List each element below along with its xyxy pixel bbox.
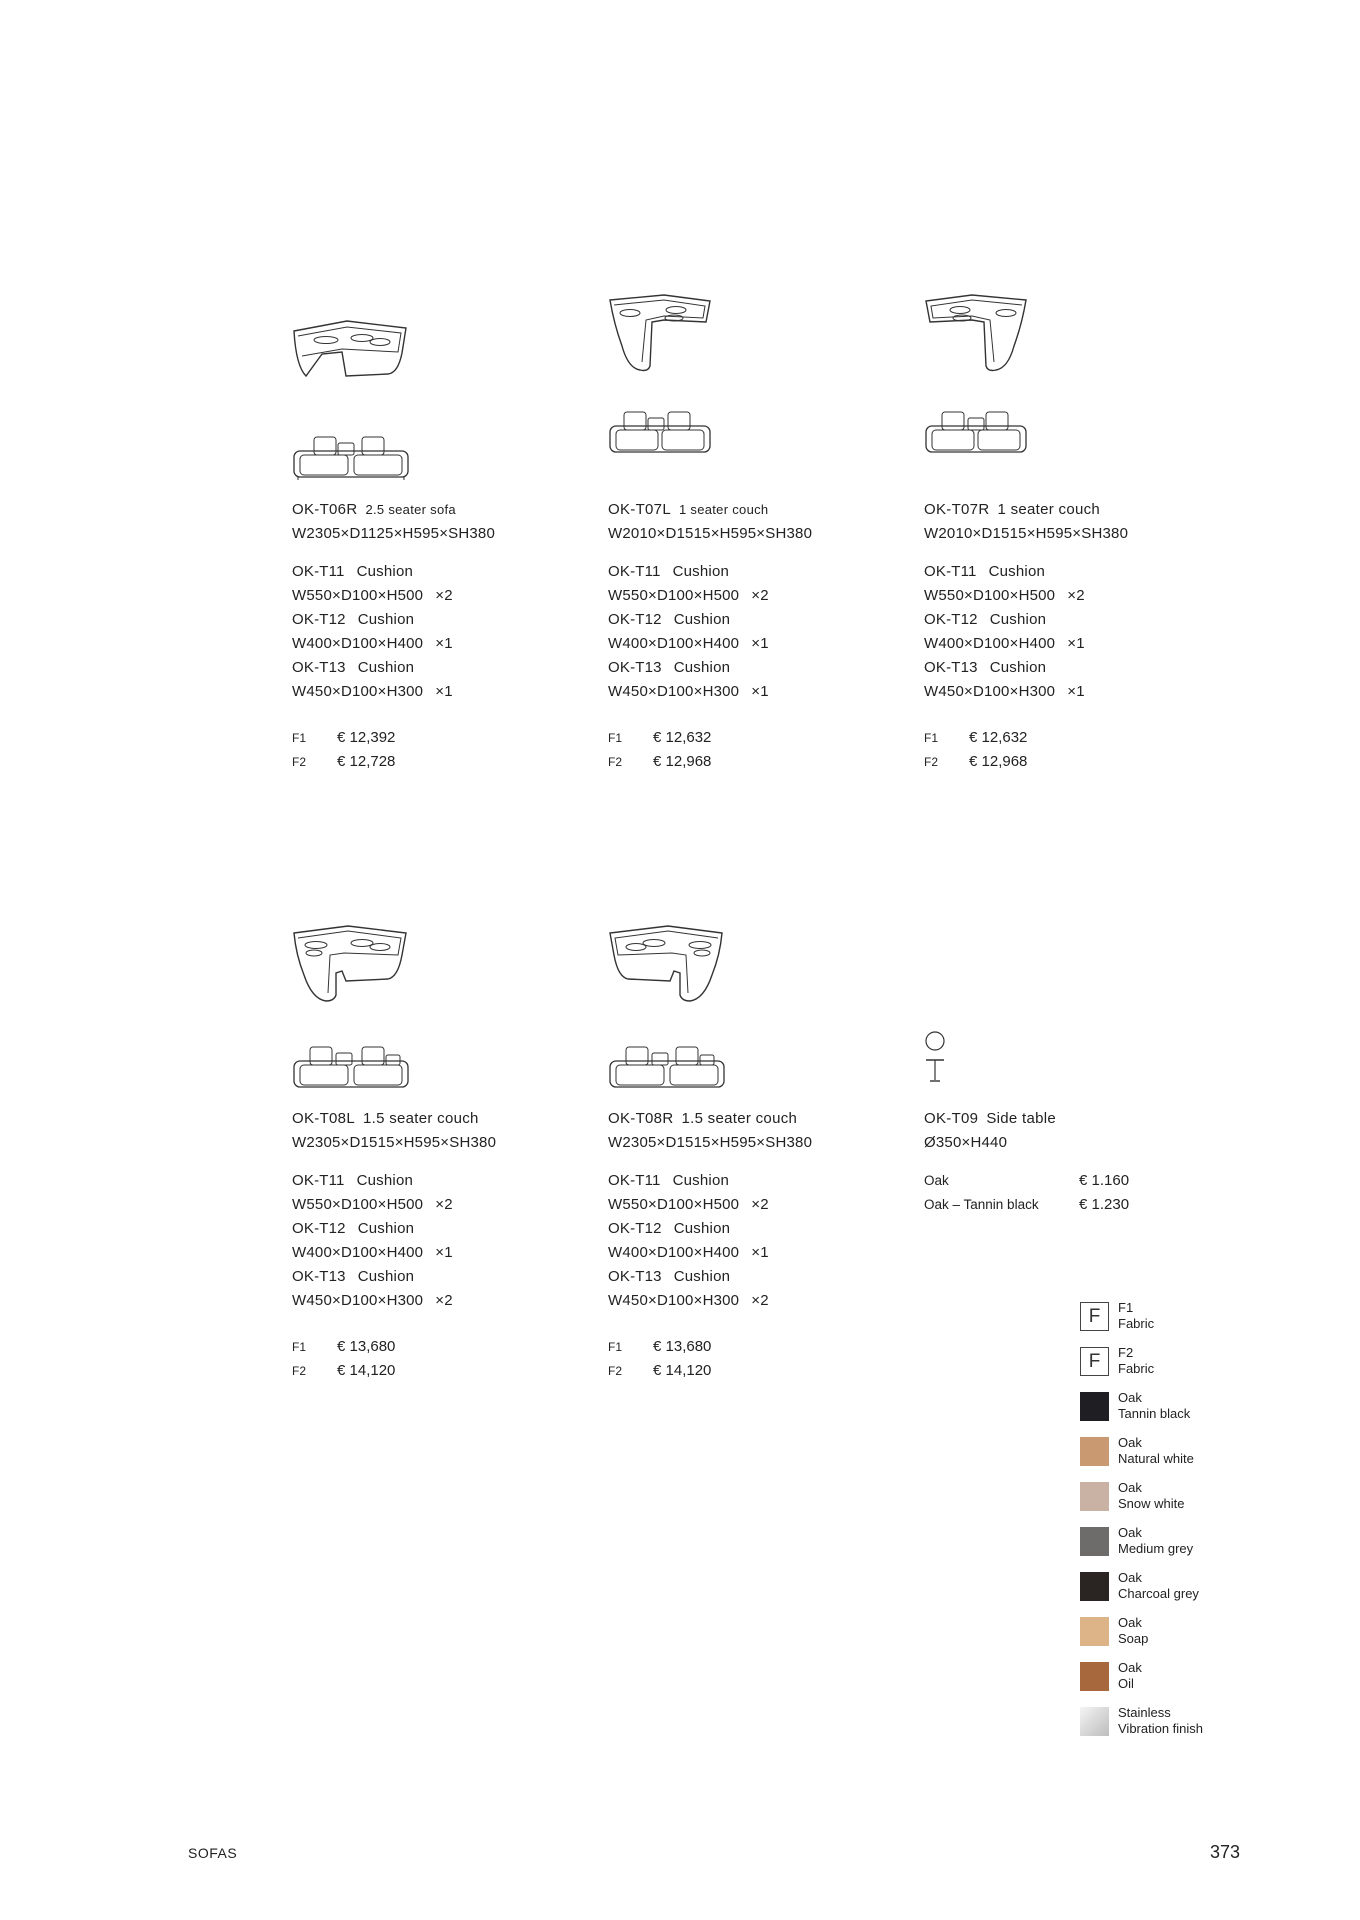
- product-drawings: [608, 925, 908, 1107]
- product-dimensions: W2305×D1125×H595×SH380: [292, 525, 496, 542]
- product-title: [924, 498, 1224, 522]
- cushion-dims: W450×D100×H300 ×1: [292, 683, 453, 700]
- legend-item: F F1 Fabric: [1080, 1300, 1300, 1345]
- product-description: 1 seater couch: [997, 501, 1101, 518]
- product-drawings: [924, 294, 1224, 498]
- product-dimensions: W2010×D1515×H595×SH380: [924, 525, 1129, 542]
- product-code: OK-T06R: [292, 501, 358, 518]
- price-list: [608, 726, 908, 774]
- cushion-title: OK-T11 Cushion: [608, 1172, 730, 1189]
- product-description: 1 seater couch: [678, 502, 769, 517]
- color-swatch: [1080, 1392, 1109, 1421]
- front-view-icon: [608, 1043, 726, 1091]
- cushion-dims: W450×D100×H300 ×1: [608, 683, 769, 700]
- product-title: [292, 498, 592, 522]
- color-swatch: [1080, 1527, 1109, 1556]
- section-label: SOFAS: [188, 1845, 238, 1861]
- product-title: [292, 1107, 592, 1131]
- plan-view-icon: [608, 925, 724, 1005]
- product-description: Side table: [986, 1110, 1057, 1127]
- cushion-title: OK-T12 Cushion: [292, 1220, 415, 1237]
- cushion-dims: W450×D100×H300 ×1: [924, 683, 1085, 700]
- finish-row: Oak € 1.160: [924, 1172, 1130, 1189]
- legend-item: Oak Soap: [1080, 1615, 1300, 1660]
- fabric-swatch: F: [1080, 1347, 1109, 1376]
- cushion-dims: W550×D100×H500 ×2: [292, 587, 453, 604]
- product-dimensions: W2010×D1515×H595×SH380: [608, 525, 813, 542]
- color-swatch: [1080, 1482, 1109, 1511]
- product-code: OK-T07L: [608, 501, 671, 518]
- cushion-dims: W450×D100×H300 ×2: [608, 1292, 769, 1309]
- product-ok-t08r: [608, 925, 908, 1383]
- cushion-title: OK-T13 Cushion: [608, 1268, 731, 1285]
- cushion-dims: W550×D100×H500 ×2: [608, 1196, 769, 1213]
- cushion-title: OK-T12 Cushion: [292, 611, 415, 628]
- product-title: [924, 1107, 1224, 1131]
- cushion-list: [608, 1169, 908, 1313]
- product-description: 2.5 seater sofa: [365, 502, 456, 517]
- cushion-title: OK-T11 Cushion: [292, 563, 414, 580]
- product-drawings: [608, 294, 908, 498]
- color-swatch: [1080, 1707, 1109, 1736]
- product-drawings: [292, 318, 592, 498]
- cushion-title: OK-T12 Cushion: [924, 611, 1047, 628]
- cushion-dims: W450×D100×H300 ×2: [292, 1292, 453, 1309]
- legend-item: Stainless Vibration finish: [1080, 1705, 1300, 1750]
- cushion-dims: W550×D100×H500 ×2: [608, 587, 769, 604]
- price-row: F1 € 12,632: [924, 729, 1028, 746]
- price-row: F2 € 14,120: [608, 1362, 712, 1379]
- product-ok-t07l: [608, 294, 908, 774]
- cushion-dims: W400×D100×H400 ×1: [924, 635, 1085, 652]
- cushion-title: OK-T13 Cushion: [924, 659, 1047, 676]
- plan-view-icon: [924, 294, 1028, 374]
- side-table-plan-icon: [924, 1030, 948, 1054]
- legend-item: F F2 Fabric: [1080, 1345, 1300, 1390]
- color-swatch: [1080, 1572, 1109, 1601]
- cushion-title: OK-T12 Cushion: [608, 611, 731, 628]
- color-swatch: [1080, 1617, 1109, 1646]
- cushion-dims: W400×D100×H400 ×1: [608, 635, 769, 652]
- price-list: [292, 726, 592, 774]
- cushion-dims: W550×D100×H500 ×2: [924, 587, 1085, 604]
- front-view-icon: [924, 408, 1028, 456]
- fabric-swatch: F: [1080, 1302, 1109, 1331]
- cushion-list: [924, 560, 1224, 704]
- cushion-title: OK-T11 Cushion: [924, 563, 1046, 580]
- plan-view-icon: [292, 925, 408, 1005]
- cushion-title: OK-T13 Cushion: [292, 1268, 415, 1285]
- product-title: [608, 498, 908, 522]
- legend-item: Oak Tannin black: [1080, 1390, 1300, 1435]
- product-ok-t06r: [292, 318, 592, 774]
- product-dimensions: W2305×D1515×H595×SH380: [608, 1134, 813, 1151]
- front-view-icon: [292, 433, 410, 481]
- price-list: [924, 726, 1224, 774]
- product-description: 1.5 seater couch: [681, 1110, 798, 1127]
- product-ok-t08l: [292, 925, 592, 1383]
- cushion-list: [292, 1169, 592, 1313]
- price-row: F1 € 12,392: [292, 729, 396, 746]
- cushion-title: OK-T12 Cushion: [608, 1220, 731, 1237]
- price-row: F1 € 12,632: [608, 729, 712, 746]
- cushion-title: OK-T11 Cushion: [292, 1172, 414, 1189]
- price-row: F1 € 13,680: [608, 1338, 712, 1355]
- color-swatch: [1080, 1662, 1109, 1691]
- price-row: F2 € 12,968: [924, 753, 1028, 770]
- price-list: [292, 1335, 592, 1383]
- finish-price-list: [924, 1169, 1224, 1217]
- legend-item: Oak Snow white: [1080, 1480, 1300, 1525]
- front-view-icon: [292, 1043, 410, 1091]
- page-number: 373: [1210, 1842, 1241, 1862]
- cushion-list: [292, 560, 592, 704]
- product-dimensions: W2305×D1515×H595×SH380: [292, 1134, 497, 1151]
- finish-legend: [1080, 1300, 1300, 1750]
- product-ok-t09: [924, 1030, 1224, 1217]
- front-view-icon: [608, 408, 712, 456]
- product-description: 1.5 seater couch: [362, 1110, 479, 1127]
- price-list: [608, 1335, 908, 1383]
- legend-item: Oak Oil: [1080, 1660, 1300, 1705]
- price-row: F2 € 14,120: [292, 1362, 396, 1379]
- cushion-dims: W400×D100×H400 ×1: [608, 1244, 769, 1261]
- cushion-dims: W400×D100×H400 ×1: [292, 1244, 453, 1261]
- product-drawings: [292, 925, 592, 1107]
- cushion-title: OK-T13 Cushion: [608, 659, 731, 676]
- plan-view-icon: [608, 294, 712, 374]
- side-table-front-icon: [924, 1058, 948, 1084]
- finish-row: Oak – Tannin black € 1.230: [924, 1196, 1130, 1213]
- product-title: [608, 1107, 908, 1131]
- product-code: OK-T08R: [608, 1110, 674, 1127]
- price-row: F1 € 13,680: [292, 1338, 396, 1355]
- cushion-dims: W400×D100×H400 ×1: [292, 635, 453, 652]
- legend-item: Oak Natural white: [1080, 1435, 1300, 1480]
- plan-view-icon: [292, 318, 408, 383]
- product-dimensions: Ø350×H440: [924, 1134, 1008, 1151]
- cushion-title: OK-T11 Cushion: [608, 563, 730, 580]
- product-drawings: [924, 1030, 1224, 1107]
- color-swatch: [1080, 1437, 1109, 1466]
- product-code: OK-T07R: [924, 501, 990, 518]
- legend-item: Oak Medium grey: [1080, 1525, 1300, 1570]
- legend-item: Oak Charcoal grey: [1080, 1570, 1300, 1615]
- cushion-title: OK-T13 Cushion: [292, 659, 415, 676]
- product-code: OK-T09: [924, 1110, 979, 1127]
- product-code: OK-T08L: [292, 1110, 355, 1127]
- cushion-list: [608, 560, 908, 704]
- cushion-dims: W550×D100×H500 ×2: [292, 1196, 453, 1213]
- price-row: F2 € 12,968: [608, 753, 712, 770]
- product-ok-t07r: [924, 294, 1224, 774]
- price-row: F2 € 12,728: [292, 753, 396, 770]
